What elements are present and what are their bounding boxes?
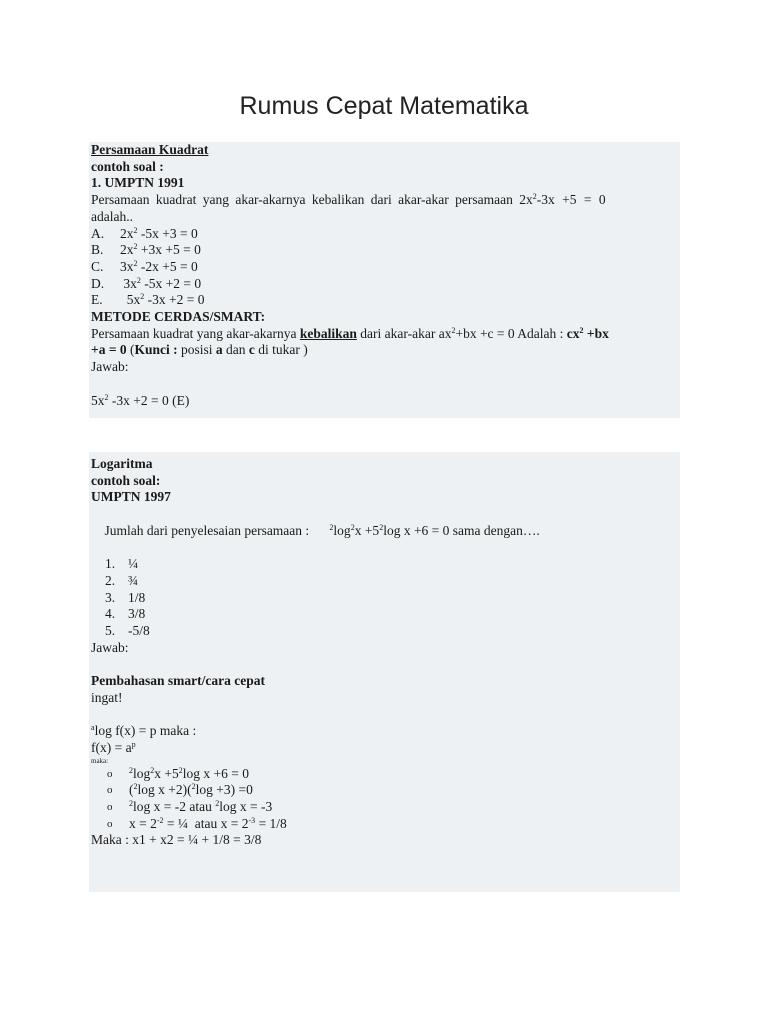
option-exponent: 2: [133, 225, 138, 235]
step-sup: -3: [248, 815, 256, 825]
option-term: 5x: [120, 292, 141, 308]
option-key: 5.: [105, 623, 116, 639]
option-item: [91, 226, 678, 243]
option-item: [91, 242, 678, 259]
option-value: [120, 242, 201, 259]
step-part: x = 2: [129, 815, 157, 831]
option-exponent: 2: [133, 242, 138, 252]
step-part: x +5: [154, 765, 179, 781]
solution-step: [91, 799, 678, 816]
remember-label: ingat!: [91, 689, 123, 705]
option-item: [91, 556, 678, 573]
section-heading: Persamaan Kuadrat: [91, 142, 209, 157]
option-item: [91, 590, 678, 607]
option-rest: -5x +2 = 0: [140, 275, 202, 291]
example-label: contoh soal:: [91, 472, 161, 488]
option-value: [120, 276, 201, 293]
answer-label: Jawab:: [91, 639, 129, 655]
step-text: [129, 799, 272, 816]
step-sup: 2: [129, 765, 133, 775]
option-item: [91, 276, 678, 293]
question-text-cont: adalah..: [91, 208, 133, 224]
option-item: [91, 573, 678, 590]
option-value: -5/8: [128, 623, 150, 639]
step-sup: 2: [178, 765, 183, 775]
log-rule-result: $f(x) = a^p$: [91, 739, 136, 755]
step-sup: 2: [133, 782, 138, 792]
option-value: [120, 259, 198, 276]
log-rule: $^a$log f(x) = p maka :: [91, 723, 197, 739]
solution-step: [91, 782, 678, 799]
option-term: 3x: [120, 258, 134, 274]
page-title: Rumus Cepat Matematika: [239, 92, 529, 120]
solution-step: [91, 816, 678, 833]
bullet-icon: o: [107, 767, 113, 780]
example-label: contoh soal :: [91, 158, 164, 174]
option-exponent: 2: [140, 292, 145, 302]
section-heading: Logaritma: [91, 456, 153, 471]
maka-label: maka:: [91, 756, 109, 765]
option-key: C.: [91, 258, 104, 274]
step-sup: 2: [191, 782, 196, 792]
option-key: 4.: [105, 606, 116, 622]
final-answer: Maka : x1 + x2 = ¼ + 1/8 = 3/8: [91, 832, 262, 848]
option-exponent: 2: [133, 258, 138, 268]
quadratic-section: [89, 142, 680, 418]
question-text: Persamaan kuadrat yang akar-akarnya kebalikan dari akar-akar persamaan 2x $^2$-3x +5 = 0: [91, 192, 606, 208]
answer-label: Jawab:: [91, 359, 129, 375]
option-item: [91, 259, 678, 276]
step-sup: 2: [150, 765, 155, 775]
exam-label: UMPTN 1997: [91, 489, 171, 505]
option-item: [91, 606, 678, 623]
method-text: Persamaan kuadrat yang akar-akarnya kebalikan dari akar-akar $ax^2+bx +c = 0$ Adalah : $cx^2 +bx$: [91, 325, 609, 341]
step-part: = 1/8: [255, 815, 287, 831]
solution-step: [91, 766, 678, 783]
option-value: [120, 226, 198, 243]
option-key: D.: [91, 275, 105, 291]
answer-text: $5x^2$ -3x +2 = 0 (E): [91, 392, 190, 408]
step-part: log x +6 = 0: [182, 765, 249, 781]
method-heading: METODE CERDAS/SMART:: [91, 309, 266, 325]
option-value: [120, 292, 204, 309]
step-text: [129, 816, 287, 833]
option-key: B.: [91, 242, 104, 258]
step-part: log x = -2 atau: [133, 799, 216, 815]
option-key: A.: [91, 225, 105, 241]
step-part: log: [133, 765, 151, 781]
exam-label: 1. UMPTN 1991: [91, 175, 185, 191]
step-part: log x = -3: [219, 799, 273, 815]
option-rest: -2x +5 = 0: [137, 258, 198, 274]
option-item: [91, 623, 678, 640]
bullet-icon: o: [107, 817, 113, 830]
option-item: [91, 292, 678, 309]
step-part: (: [129, 782, 134, 798]
option-value: 3/8: [128, 606, 146, 622]
method-text-cont: +a = 0 (Kunci : posisi a dan c di tukar ): [91, 342, 308, 358]
step-text: [129, 766, 249, 783]
option-rest: -3x +2 = 0: [144, 292, 205, 308]
step-part: = ¼ atau x = 2: [163, 815, 249, 831]
bullet-icon: o: [107, 784, 113, 797]
option-value: 1/8: [128, 589, 146, 605]
option-exponent: 2: [136, 275, 141, 285]
option-rest: +3x +5 = 0: [137, 242, 201, 258]
option-key: 1.: [105, 556, 116, 572]
option-value: ¼: [128, 556, 139, 572]
solution-heading: Pembahasan smart/cara cepat: [91, 673, 265, 689]
option-term: 2x: [120, 242, 134, 258]
step-sup: 2: [215, 799, 220, 809]
step-part: log +3) =0: [195, 782, 253, 798]
step-text: [129, 782, 253, 799]
step-part: log x +2)(: [137, 782, 192, 798]
option-term: 2x: [120, 225, 134, 241]
step-sup: -2: [156, 815, 164, 825]
option-rest: -5x +3 = 0: [137, 225, 198, 241]
option-key: E.: [91, 292, 103, 308]
logarithm-section: [89, 452, 680, 892]
bullet-icon: o: [107, 801, 113, 814]
option-value: ¾: [128, 572, 139, 588]
option-key: 3.: [105, 589, 116, 605]
option-term: 3x: [120, 275, 137, 291]
option-key: 2.: [105, 572, 116, 588]
step-sup: 2: [129, 799, 133, 809]
question-text: Jumlah dari penyelesaian persamaan : $^2\log^2x +5^2\log$ x +6 = 0 sama dengan….: [104, 522, 540, 538]
